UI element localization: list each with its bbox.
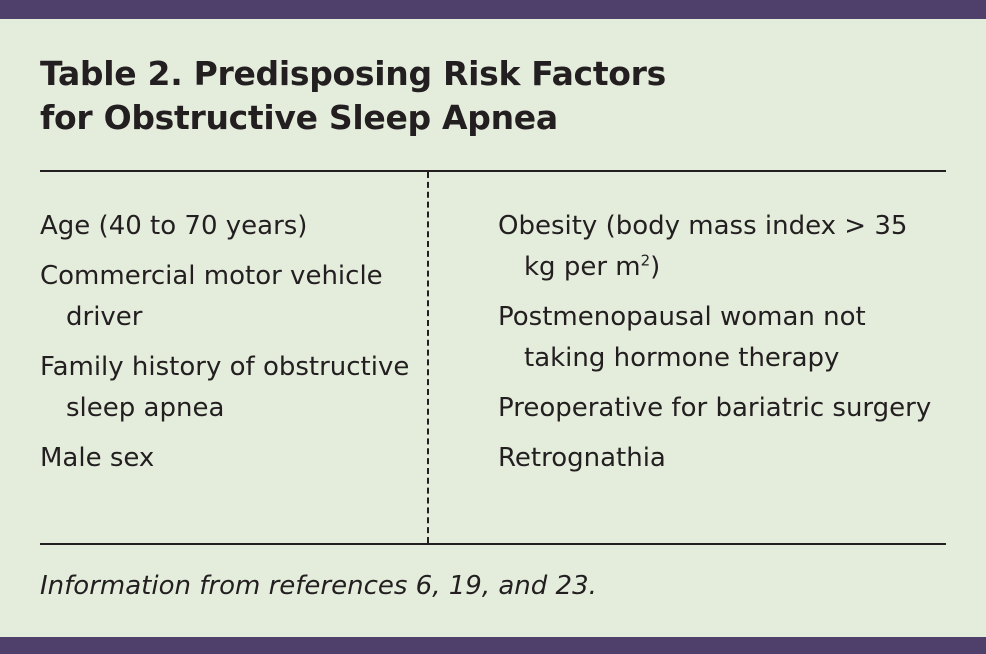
risk-factor-male-sex: Male sex	[40, 443, 155, 473]
risk-factor-age: Age (40 to 70 years)	[40, 211, 308, 241]
table-top-rule	[40, 170, 946, 172]
risk-factor-family-history: Family history of obstructive sleep apnea	[40, 352, 410, 423]
obesity-text: Obesity (body mass index > 35 kg per m	[498, 211, 908, 282]
risk-factor-commercial-driver: Commercial motor vehicle driver	[40, 261, 383, 332]
table-title-line-2: for Obstructive Sleep Apnea	[40, 98, 558, 137]
obesity-superscript: 2	[640, 251, 651, 270]
column-divider	[427, 172, 429, 543]
left-column	[40, 206, 410, 488]
risk-factor-preoperative: Preoperative for bariatric surgery	[498, 393, 932, 423]
top-accent-bar	[0, 0, 986, 19]
risk-factor-postmenopausal: Postmenopausal woman not taking hormone therapy	[498, 302, 866, 373]
right-column	[498, 206, 943, 488]
risk-factor-retrognathia: Retrognathia	[498, 443, 666, 473]
obesity-close: )	[650, 252, 661, 282]
risk-factor-obesity	[498, 206, 943, 288]
bottom-accent-bar	[0, 637, 986, 654]
table-title-line-1: Table 2. Predisposing Risk Factors	[40, 54, 666, 93]
table-bottom-rule	[40, 543, 946, 545]
table-footnote: Information from references 6, 19, and 23.	[40, 571, 597, 601]
table-title	[40, 52, 940, 140]
